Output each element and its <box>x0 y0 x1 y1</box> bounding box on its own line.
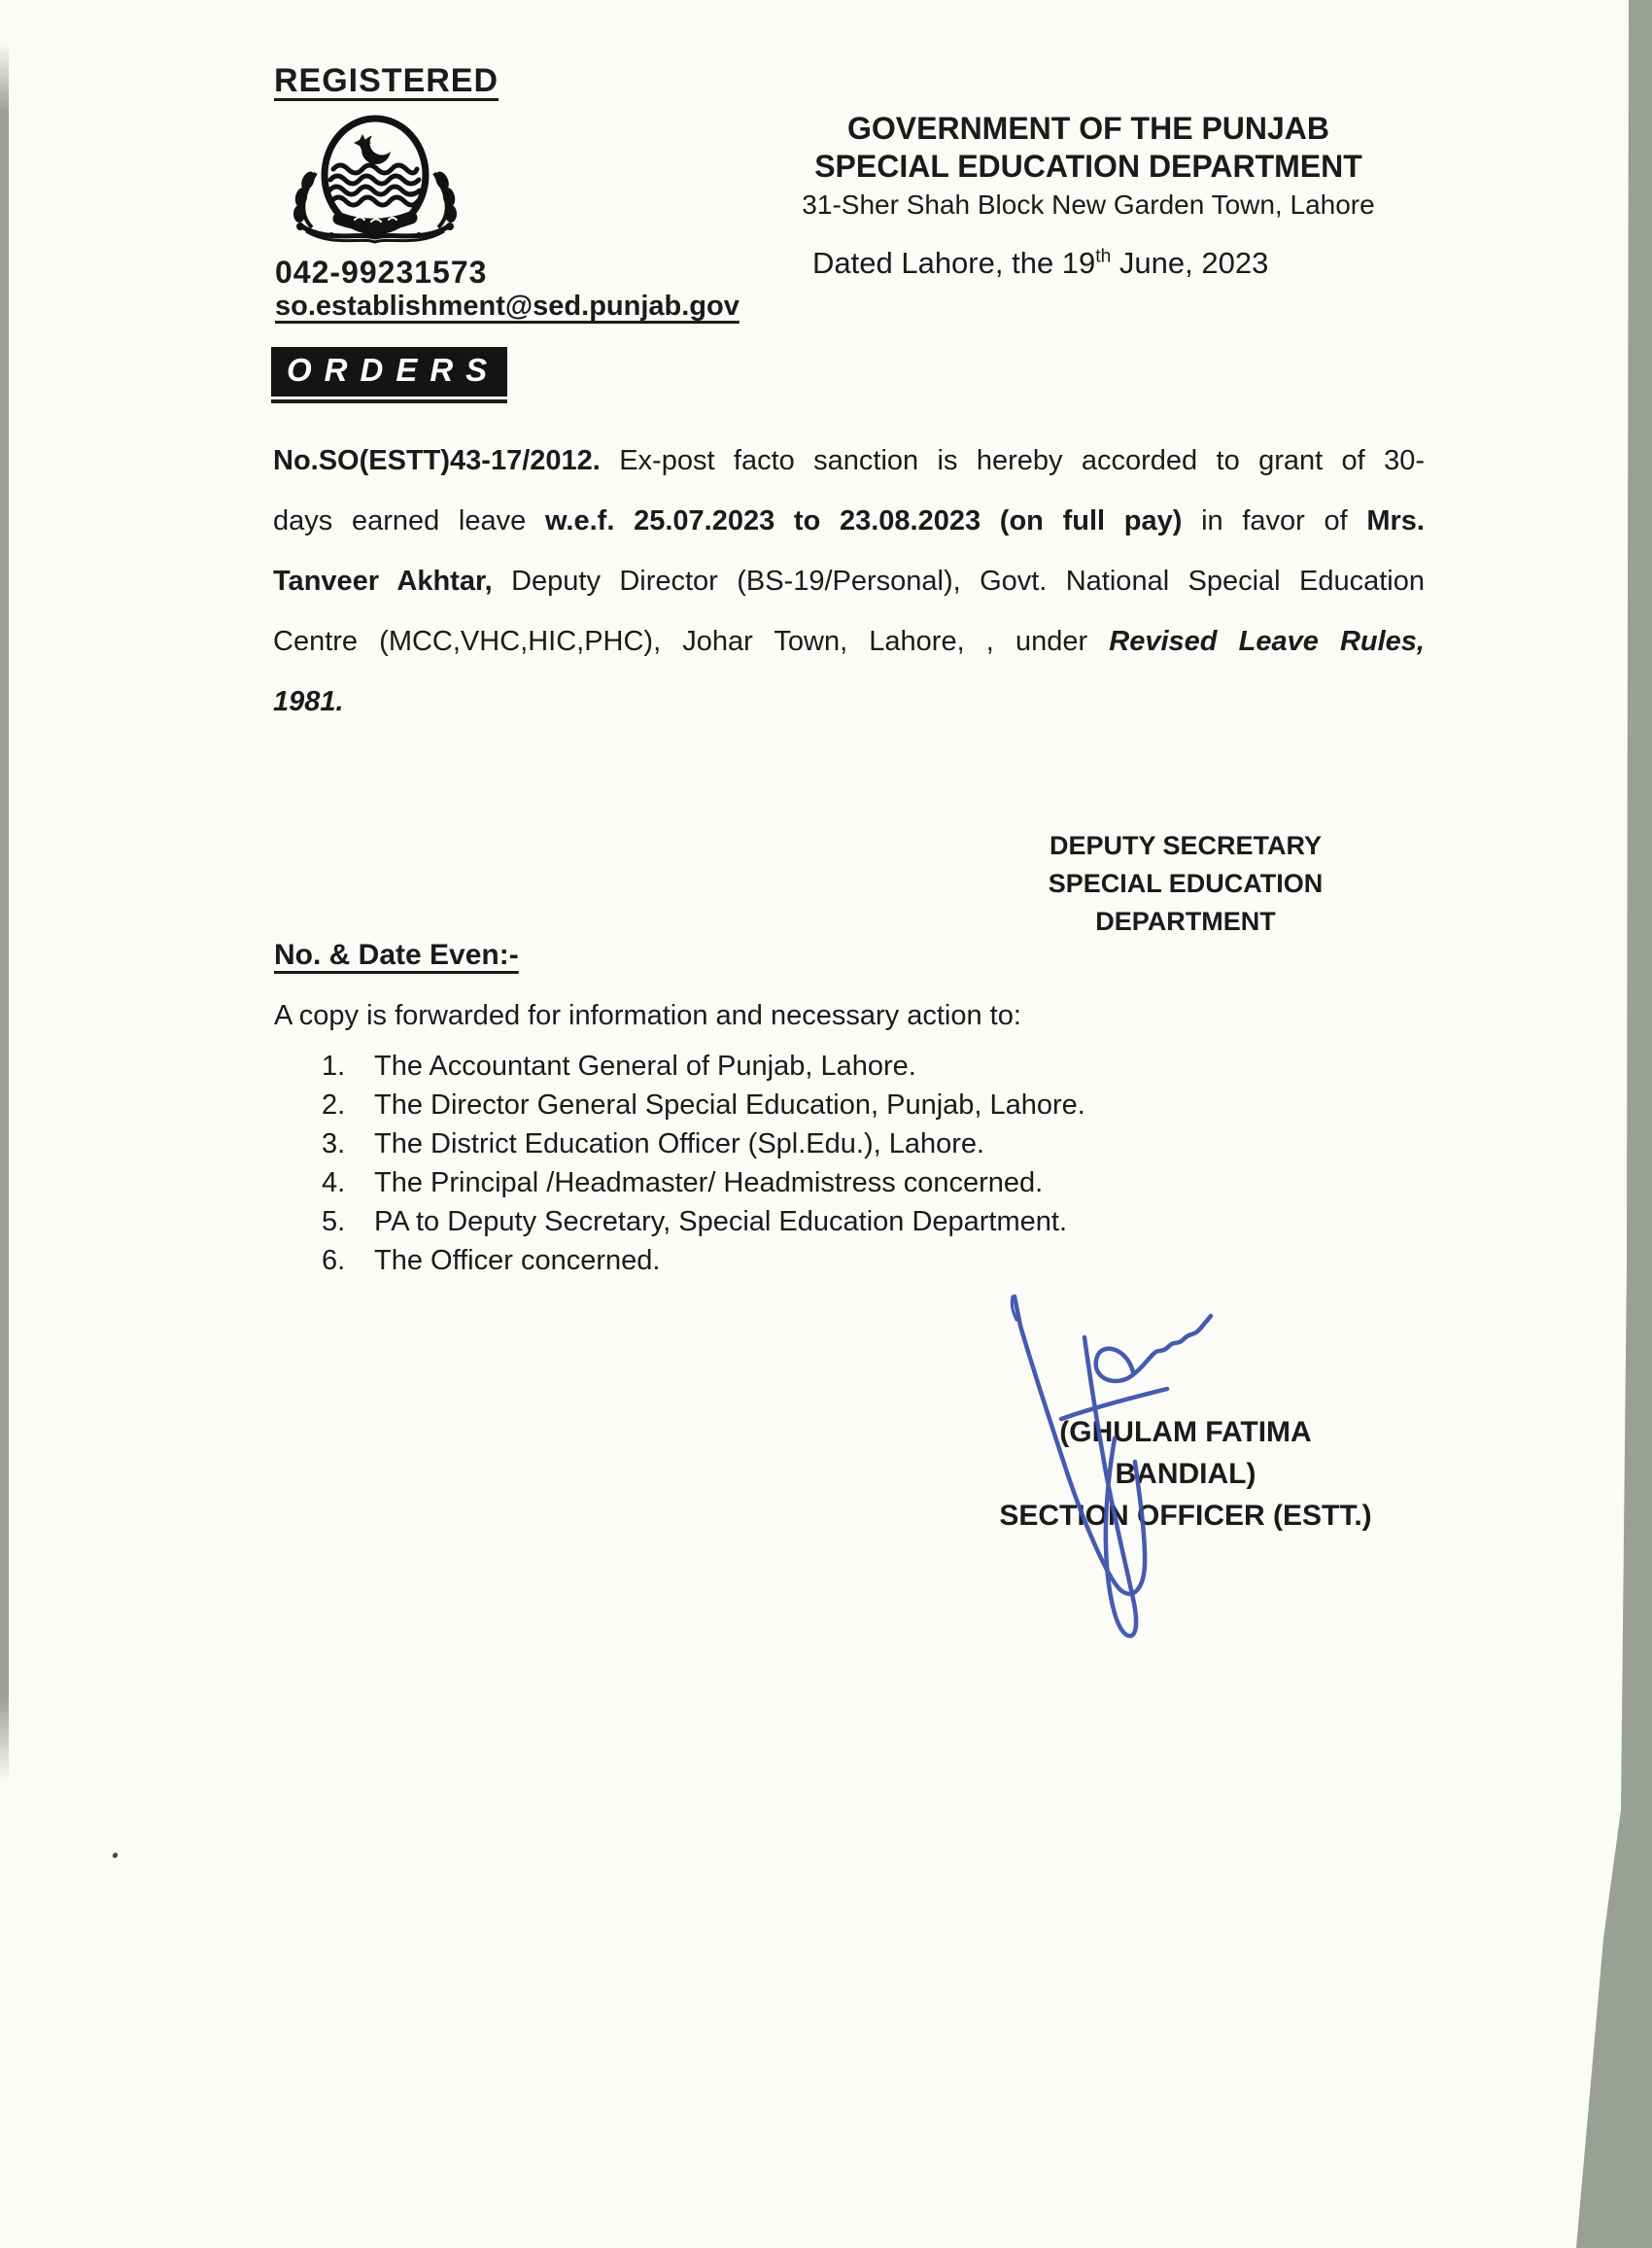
item-text: The Accountant General of Punjab, Lahore. <box>374 1051 916 1082</box>
list-item <box>322 1089 1085 1128</box>
ink-speck <box>112 1851 120 1859</box>
item-text: The Officer concerned. <box>374 1245 661 1276</box>
department-title-line2: SPECIAL EDUCATION DEPARTMENT <box>814 149 1362 184</box>
distribution-list <box>322 1051 1085 1284</box>
signer-title: SECTION OFFICER (ESTT.) <box>999 1500 1372 1532</box>
orders-heading <box>271 347 507 403</box>
department-title-line1: GOVERNMENT OF THE PUNJAB <box>846 111 1330 146</box>
signer-name: (GHULAM FATIMA BANDIAL) <box>1059 1416 1312 1490</box>
signatory-line2: SPECIAL EDUCATION <box>1048 869 1324 898</box>
registered-label: REGISTERED <box>274 62 499 99</box>
signature-icon <box>952 1254 1244 1647</box>
item-text: The Director General Special Education, Punjab, Lahore. <box>374 1089 1085 1121</box>
scan-edge-left <box>0 43 9 1782</box>
item-text: PA to Deputy Secretary, Special Education Department. <box>374 1206 1068 1237</box>
item-text: The District Education Officer (Spl.Edu.), Lahore. <box>374 1128 985 1159</box>
phone-number: 042-99231573 <box>275 255 488 290</box>
signatory-block <box>991 827 1380 941</box>
item-number: 3. <box>322 1128 346 1159</box>
list-item <box>322 1128 1085 1167</box>
distribution-heading: No. & Date Even:- <box>274 939 519 971</box>
distribution-intro: A copy is forwarded for information and necessary action to: <box>274 1000 1021 1031</box>
letterhead <box>792 110 1385 224</box>
date-line: Dated Lahore, the 19th June, 2023 <box>812 246 1269 280</box>
item-number: 6. <box>322 1245 346 1276</box>
list-item <box>322 1051 1085 1089</box>
signatory-line1: DEPUTY SECRETARY <box>1049 831 1323 860</box>
orders-heading-bar: ORDERS <box>271 347 507 397</box>
signatory-line3: DEPARTMENT <box>1095 907 1276 936</box>
list-item <box>322 1206 1085 1245</box>
item-text: The Principal /Headmaster/ Headmistress concerned. <box>374 1167 1044 1198</box>
order-paragraph: No.SO(ESTT)43-17/2012. Ex-post facto sanction is hereby accorded to grant of 30-days earned leave w.e.f. 25.07.2023 to 23.08.2023 (on full pay) in favor of Mrs. Tanveer Akhtar, Deputy Director (BS-19/Personal), Govt. National Special Education Centre (MCC,VHC,HIC,PHC), Johar Town, Lahore, , under Revised Leave Rules, 1981. <box>273 445 1425 717</box>
list-item <box>322 1167 1085 1206</box>
item-number: 1. <box>322 1051 346 1082</box>
item-number: 4. <box>322 1167 346 1198</box>
email-address: so.establishment@sed.punjab.gov <box>275 291 740 322</box>
item-number: 2. <box>322 1089 346 1121</box>
punjab-crest-icon <box>273 113 477 256</box>
department-address: 31-Sher Shah Block New Garden Town, Lahore <box>802 190 1375 220</box>
item-number: 5. <box>322 1206 346 1237</box>
